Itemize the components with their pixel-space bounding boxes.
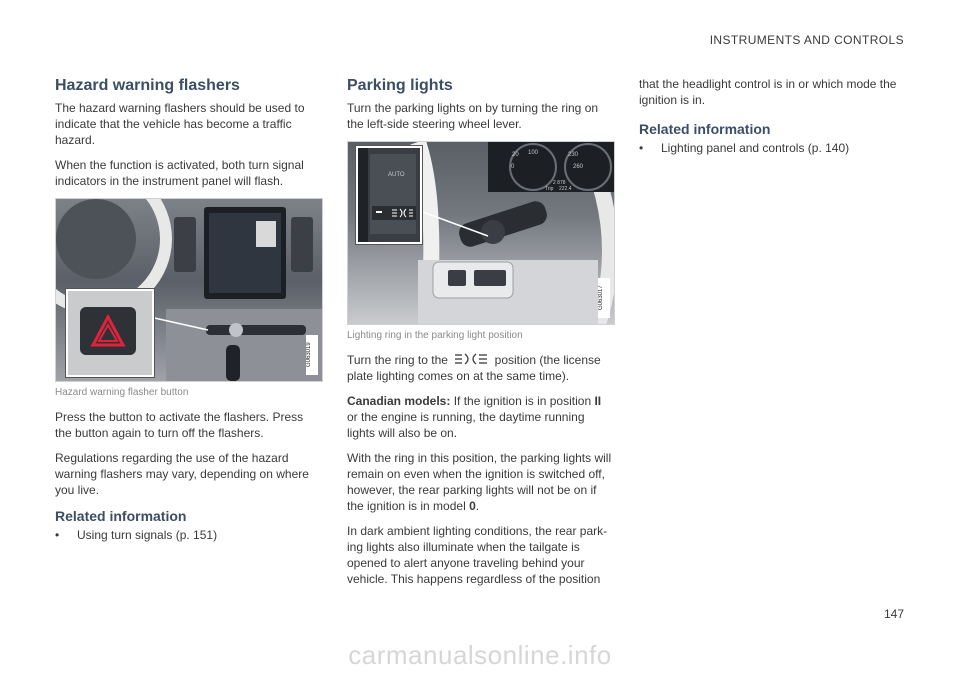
parking-paragraph-3 <box>347 393 613 441</box>
parking-paragraph-3-text-b: or the engine is running, the daytime running lights will also be on. <box>347 410 585 440</box>
canadian-models-label: Canadian models: <box>347 394 451 408</box>
parking-paragraph-2 <box>347 352 613 384</box>
related-heading-1: Related information <box>55 508 187 524</box>
gauge-label-260: 260 <box>573 164 584 170</box>
hazard-paragraph-4: Regulations regarding the use of the hazard warning flashers may vary, depending on where you live. <box>55 451 309 497</box>
parking-paragraph-5: In dark ambient lighting conditions, the rear park-ing lights also illuminate when the tailgate is opened to alert anyone traveling behind your vehicle. This happens regardless of the position <box>347 524 608 586</box>
hazard-button-inset <box>66 289 154 377</box>
lighting-ring-inset <box>356 146 422 244</box>
column-parking-lights <box>347 76 613 596</box>
ignition-position-ii: II <box>594 394 602 408</box>
parking-figure <box>347 141 615 325</box>
continuation-paragraph: that the headlight control is in or which mode the ignition is in. <box>639 77 897 107</box>
related-link-lighting-panel[interactable]: • Lighting panel and controls (p. 140) <box>639 140 905 156</box>
figure-code: G063019 <box>306 335 318 375</box>
related-list-2 <box>639 140 905 156</box>
gauge-label-0: 0 <box>511 164 515 170</box>
odometer-label: 2 878 <box>553 180 566 186</box>
section-title-parking: Parking lights <box>347 77 453 94</box>
page-header: INSTRUMENTS AND CONTROLS <box>709 33 904 47</box>
related-link-turn-signals[interactable]: • Using turn signals (p. 151) <box>55 527 321 543</box>
parking-paragraph-3-text-a: If the ignition is in position <box>453 394 592 408</box>
column-hazard-flashers <box>55 76 321 543</box>
gauge-label-230: 230 <box>568 152 579 158</box>
lighting-ring-detail <box>358 148 420 242</box>
auto-label: AUTO <box>388 172 405 178</box>
parking-figure-caption: Lighting ring in the parking light position <box>347 330 523 341</box>
page-number: 147 <box>883 607 904 621</box>
section-title-hazard: Hazard warning flashers <box>55 77 240 94</box>
related-heading-2: Related information <box>639 121 771 137</box>
related-list-1 <box>55 527 321 543</box>
gauge-label-100: 100 <box>528 150 539 156</box>
trip-value: 222.4 <box>559 186 572 192</box>
parking-light-symbol-icon <box>454 353 488 365</box>
column-continuation <box>639 76 905 156</box>
parking-paragraph-4-text: With the ring in this position, the parking lights will remain on even when the ignition is switched off, however, the rear parking lights will not be on if the ignition is in model <box>347 451 612 513</box>
parking-paragraph-2-start: Turn the ring to the <box>347 353 448 367</box>
parking-paragraph-1: Turn the parking lights on by turning the ring on the left-side steering wheel lever. <box>347 101 599 131</box>
watermark: carmanualsonline.info <box>348 640 612 670</box>
hazard-paragraph-1: The hazard warning flashers should be used to indicate that the vehicle has become a traffic hazard. <box>55 101 305 147</box>
hazard-figure-caption: Hazard warning flasher button <box>55 387 189 398</box>
parking-paragraph-2-end: position (the license plate lighting comes on at the same time). <box>347 353 601 383</box>
trip-label: Trip <box>545 186 554 192</box>
parking-paragraph-4-end: . <box>475 499 480 513</box>
hazard-figure <box>55 198 323 382</box>
parking-paragraph-4 <box>347 450 613 514</box>
gauge-label-20: 20 <box>512 152 519 158</box>
ignition-mode-0: 0 <box>469 499 476 513</box>
figure-code: G063017 <box>598 278 610 318</box>
hazard-paragraph-3: Press the button to activate the flashers. Press the button again to turn off the flashers. <box>55 410 304 440</box>
hazard-paragraph-2: When the function is activated, both turn signal indicators in the instrument panel will flash. <box>55 158 304 188</box>
hazard-button-icon <box>68 291 152 375</box>
